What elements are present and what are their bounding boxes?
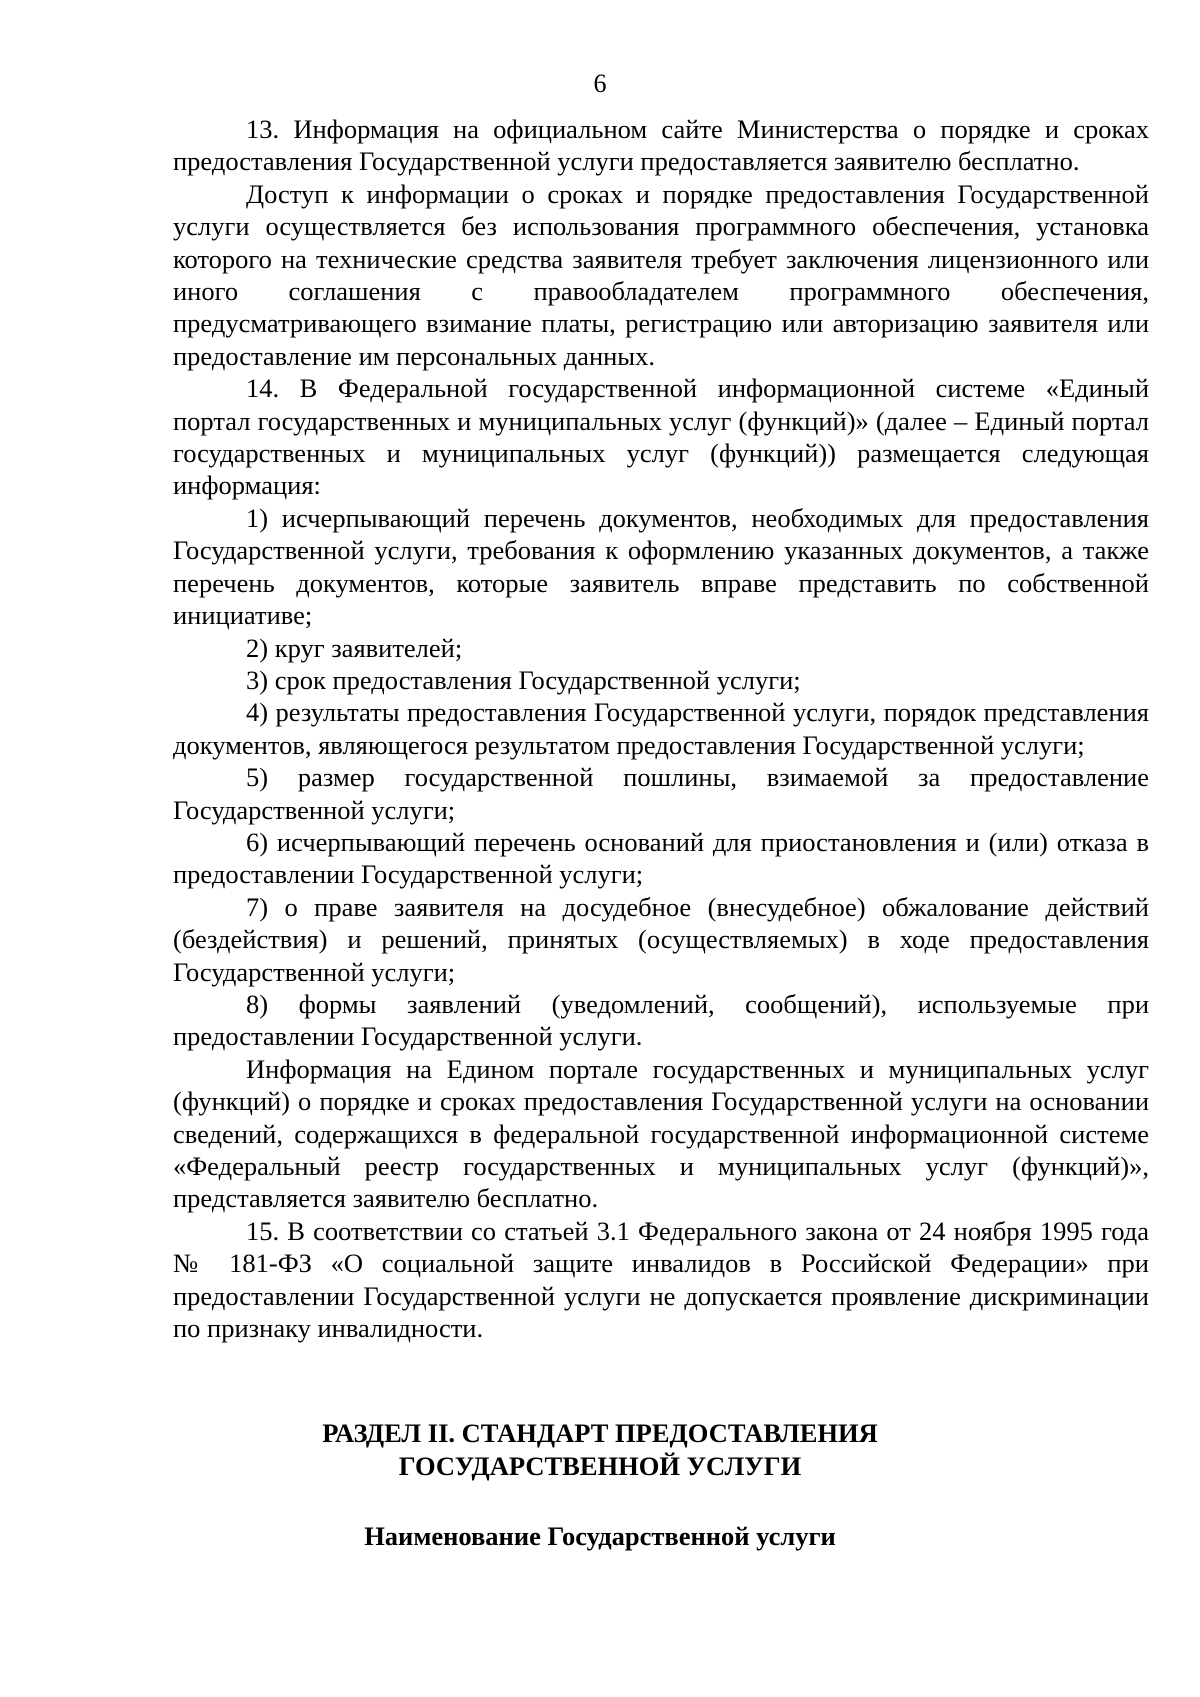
list-item-3: 3) срок предоставления Государственной услуги; xyxy=(246,664,801,695)
paragraph-access-info: Доступ к информации о сроках и порядке предоставления Государственной услуги осуществляется без использования программного обеспечения, установка которого на технические средства заявителя требует заключения лицензионного или иного соглашения с правообладателем программного обеспечения, предусматривающего взимание платы, регистрацию или авторизацию заявителя или предоставление им персональных данных. xyxy=(173,178,1149,371)
list-item-1: 1) исчерпывающий перечень документов, необходимых для предоставления Государственной услуги, требования к оформлению указанных документов, а также перечень документов, которые заявитель вправе представить по собственной инициативе; xyxy=(173,502,1149,631)
paragraph-13: 13. Информация на официальном сайте Министерства о порядке и сроках предоставления Государственной услуги предоставляется заявителю бесплатно. xyxy=(173,114,1149,177)
list-item-7: 7) о праве заявителя на досудебное (внесудебное) обжалование действий (бездействия) и решений, принятых (осуществляемых) в ходе предоставления Государственной услуги; xyxy=(173,891,1149,987)
list-item-6: 6) исчерпывающий перечень оснований для приостановления и (или) отказа в предоставлении Государственной услуги; xyxy=(173,826,1149,890)
list-item-2: 2) круг заявителей; xyxy=(246,632,463,663)
section-title-line-1: РАЗДЕЛ II. СТАНДАРТ ПРЕДОСТАВЛЕНИЯ xyxy=(322,1418,878,1448)
page-number: 6 xyxy=(593,69,607,98)
paragraph-14: 14. В Федеральной государственной информационной системе «Единый портал государственных и муниципальных услуг (функций)» (далее – Единый портал государственных и муниципальных услуг (функций)) размещается следующая информация: xyxy=(173,373,1149,501)
section-title-line-2: ГОСУДАРСТВЕННОЙ УСЛУГИ xyxy=(398,1451,802,1481)
paragraph-15: 15. В соответствии со статьей 3.1 Федерального закона от 24 ноября 1995 года № 181-ФЗ «О социальной защите инвалидов в Российской Федерации» при предоставлении Государственной услуги не допускается проявление дискриминации по признаку инвалидности. xyxy=(173,1215,1149,1344)
list-item-5: 5) размер государственной пошлины, взимаемой за предоставление Государственной услуги; xyxy=(173,762,1149,825)
section-title xyxy=(0,1417,1200,1483)
paragraph-portal-info: Информация на Едином портале государственных и муниципальных услуг (функций) о порядке и сроках предоставления Государственной услуги на основании сведений, содержащихся в федеральной государственной информационной системе «Федеральный реестр государственных и муниципальных услуг (функций)», представляется заявителю бесплатно. xyxy=(173,1053,1149,1214)
document-body xyxy=(173,113,1149,1344)
list-item-4: 4) результаты предоставления Государственной услуги, порядок представления документов, являющегося результатом предоставления Государственной услуги; xyxy=(173,697,1149,760)
subsection-title: Наименование Государственной услуги xyxy=(364,1521,836,1551)
list-item-8: 8) формы заявлений (уведомлений, сообщений), используемые при предоставлении Государственной услуги. xyxy=(173,988,1149,1052)
